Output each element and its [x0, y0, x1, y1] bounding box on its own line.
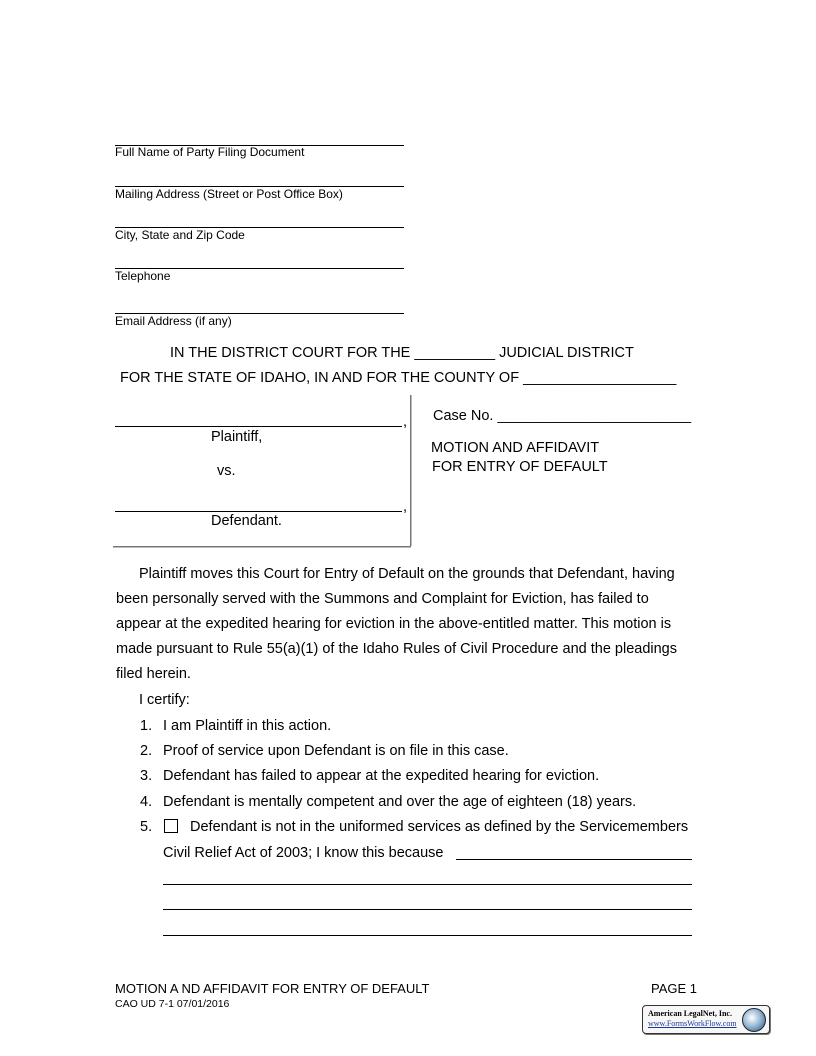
court-line-1-suffix: JUDICIAL DISTRICT	[499, 345, 634, 361]
servicemembers-checkbox[interactable]	[164, 819, 178, 833]
mailing-address-label: Mailing Address (Street or Post Office Box)	[115, 187, 343, 201]
email-label: Email Address (if any)	[115, 314, 232, 328]
item-number: 2.	[140, 743, 153, 759]
globe-logo-icon	[742, 1008, 766, 1032]
defendant-name-line[interactable]	[115, 511, 402, 512]
footer-form-code: CAO UD 7-1 07/01/2016	[115, 998, 230, 1010]
vs-label: vs.	[217, 463, 236, 479]
caption-vertical-divider	[410, 395, 411, 546]
body-paragraph-line: been personally served with the Summons and Complaint for Eviction, has failed to	[116, 591, 649, 607]
list-item: Defendant is not in the uniformed services as defined by the Servicemembers	[190, 819, 689, 835]
explanation-line[interactable]	[163, 909, 692, 910]
city-state-zip-label: City, State and Zip Code	[115, 228, 245, 242]
explanation-line[interactable]	[163, 935, 692, 936]
list-item: I am Plaintiff in this action.	[163, 718, 332, 734]
case-no-blank[interactable]: ________________________	[497, 408, 692, 424]
list-item: Defendant is mentally competent and over the age of eighteen (18) years.	[163, 794, 637, 810]
list-item: Proof of service upon Defendant is on file in this case.	[163, 743, 509, 759]
telephone-label: Telephone	[115, 269, 171, 283]
case-no-label: Case No.	[433, 408, 494, 424]
document-title-line-2: FOR ENTRY OF DEFAULT	[432, 459, 608, 475]
court-line-2-prefix: FOR THE STATE OF IDAHO, IN AND FOR THE COUNTY OF	[120, 370, 520, 386]
certify-label: I certify:	[139, 692, 190, 708]
county-blank[interactable]: ___________________	[523, 370, 677, 386]
footer-title: MOTION A ND AFFIDAVIT FOR ENTRY OF DEFAULT	[115, 981, 430, 996]
explanation-line[interactable]	[163, 884, 692, 885]
court-line-1-prefix: IN THE DISTRICT COURT FOR THE	[170, 345, 411, 361]
defendant-label: Defendant.	[211, 513, 282, 529]
item-number: 4.	[140, 794, 153, 810]
legalnet-badge[interactable]	[642, 1005, 770, 1034]
page-number: PAGE 1	[651, 981, 698, 996]
plaintiff-comma: ,	[403, 414, 408, 430]
badge-url-link[interactable]: www.FormsWorkFlow.com	[648, 1019, 737, 1028]
body-paragraph-line: filed herein.	[116, 666, 191, 682]
case-number	[433, 408, 691, 424]
body-paragraph-line: Plaintiff moves this Court for Entry of Default on the grounds that Defendant, having	[139, 566, 675, 582]
document-title-line-1: MOTION AND AFFIDAVIT	[431, 440, 600, 456]
item-number: 5.	[140, 819, 153, 835]
body-paragraph-line: made pursuant to Rule 55(a)(1) of the Idaho Rules of Civil Procedure and the pleadings	[116, 641, 677, 657]
judicial-district-blank[interactable]: __________	[414, 345, 496, 361]
court-line-2	[120, 370, 676, 386]
item-number: 1.	[140, 718, 153, 734]
plaintiff-name-line[interactable]	[115, 426, 402, 427]
caption-bottom-rule	[113, 546, 411, 547]
body-paragraph-line: appear at the expedited hearing for eviction in the above-entitled matter. This motion is	[116, 616, 672, 632]
explanation-line[interactable]	[456, 859, 692, 860]
full-name-label: Full Name of Party Filing Document	[115, 145, 305, 159]
court-line-1	[170, 345, 634, 361]
item-5-continuation: Civil Relief Act of 2003; I know this because	[163, 845, 444, 861]
badge-company: American LegalNet, Inc.	[648, 1009, 732, 1018]
list-item: Defendant has failed to appear at the expedited hearing for eviction.	[163, 768, 600, 784]
defendant-comma: ,	[403, 499, 408, 515]
item-number: 3.	[140, 768, 153, 784]
plaintiff-label: Plaintiff,	[211, 429, 263, 445]
